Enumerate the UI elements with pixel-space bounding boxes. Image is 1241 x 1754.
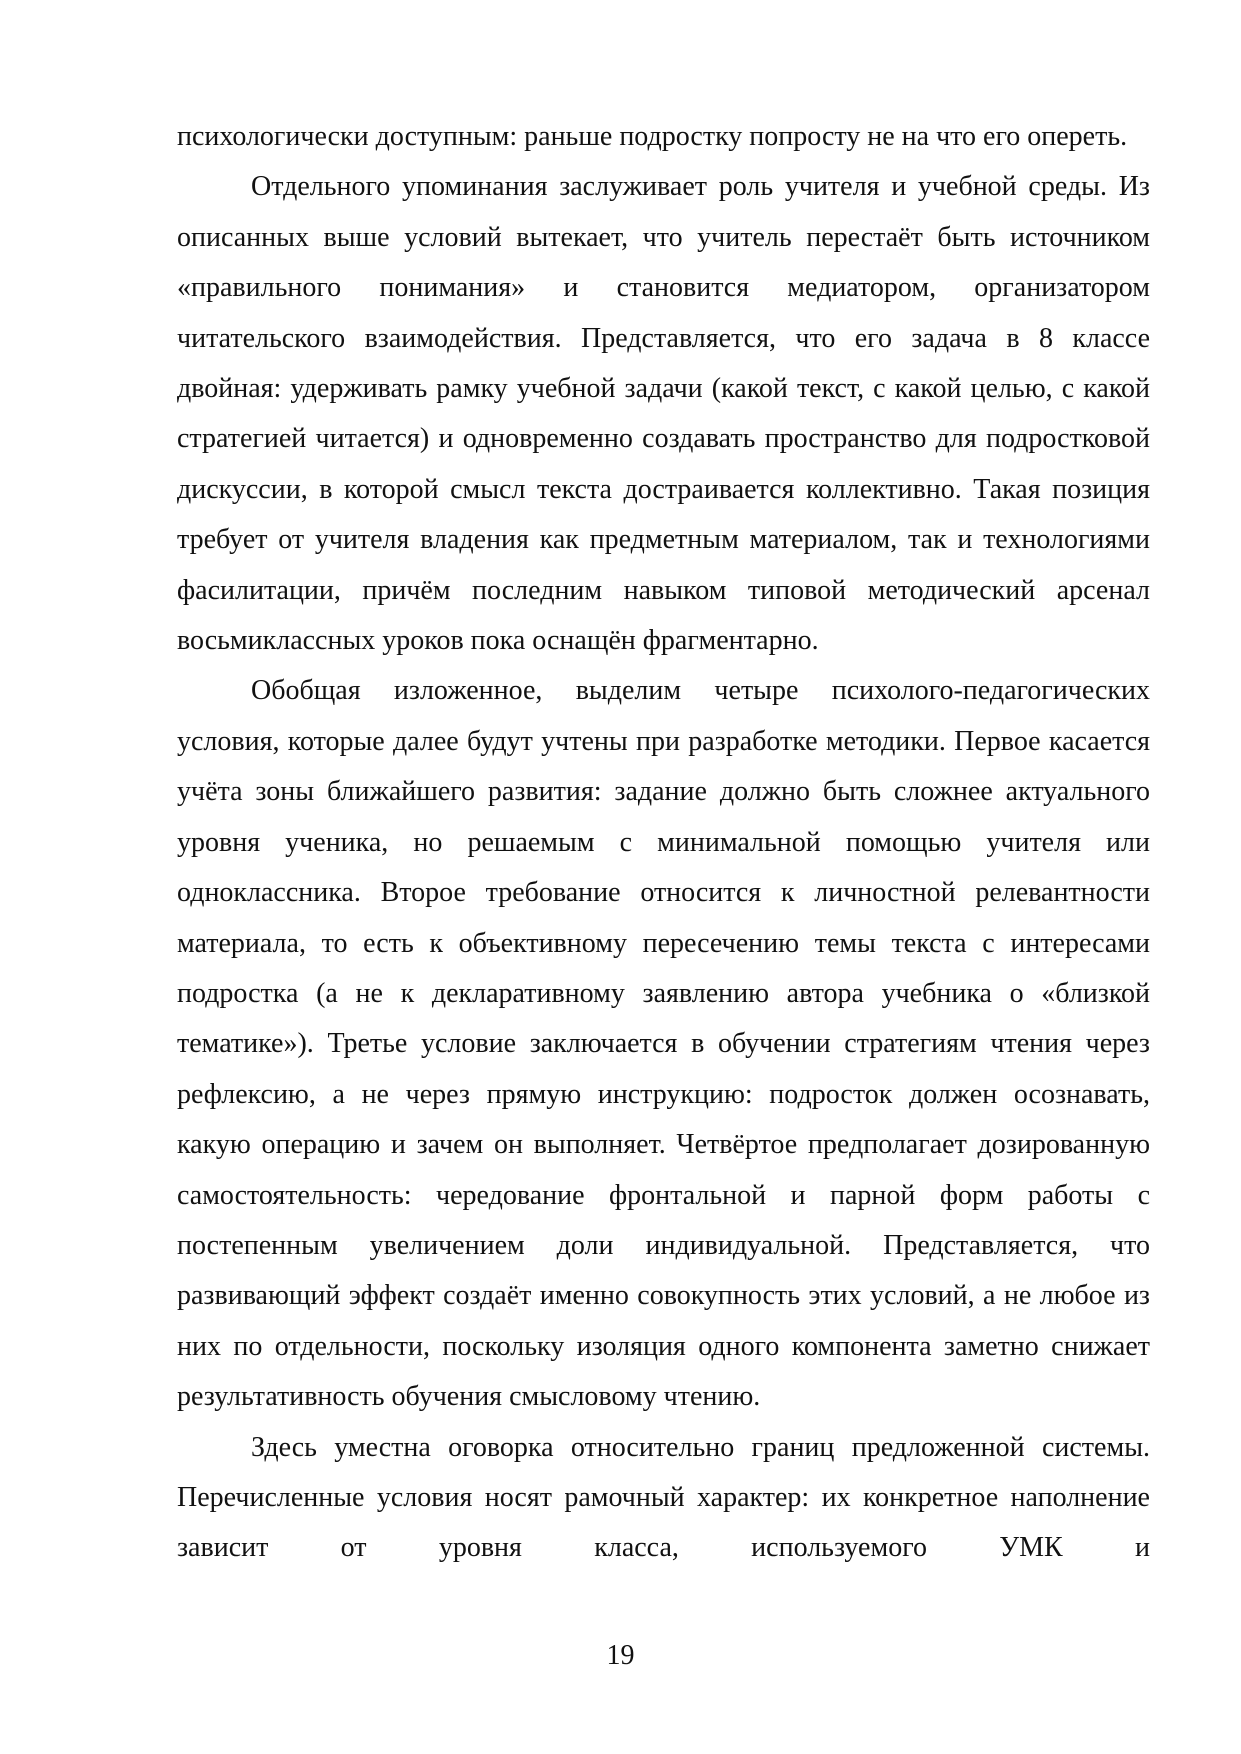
- document-body: [177, 112, 1150, 1574]
- paragraph-continuation: психологически доступным: раньше подростку попросту не на что его опереть.: [177, 121, 1128, 152]
- paragraph-four-conditions: Обобщая изложенное, выделим четыре психолого-педагогических условия, которые далее будут учтены при разработке методики. Первое касается учёта зоны ближайшего развития: задание должно быть сложнее актуального уровня ученика, но решаемым с минимальной помощью учителя или одноклассника. Второе требование относится к личностной релевантности материала, то есть к объективному пересечению темы текста с интересами подростка (а не к декларативному заявлению автора учебника о «близкой тематике»). Третье условие заключается в обучении стратегиям чтения через рефлексию, а не через прямую инструкцию: подросток должен осознавать, какую операцию и зачем он выполняет. Четвёртое предполагает дозированную самостоятельность: чередование фронтальной и парной форм работы с постепенным увеличением доли индивидуальной. Представляется, что развивающий эффект создаёт именно совокупность этих условий, а не любое из них по отдельности, поскольку изоляция одного компонента заметно снижает результативность обучения смысловому чтению.: [177, 675, 1150, 1413]
- paragraph-teacher-role: Отдельного упоминания заслуживает роль учителя и учебной среды. Из описанных выше условий вытекает, что учитель перестаёт быть источником «правильного понимания» и становится медиатором, организатором читательского взаимодействия. Представляется, что его задача в 8 классе двойная: удерживать рамку учебной задачи (какой текст, с какой целью, с какой стратегией читается) и одновременно создавать пространство для подростковой дискуссии, в которой смысл текста достраивается коллективно. Такая позиция требует от учителя владения как предметным материалом, так и технологиями фасилитации, причём последним навыком типовой методический арсенал восьмиклассных уроков пока оснащён фрагментарно.: [177, 171, 1150, 657]
- paragraph-system-limits: Здесь уместна оговорка относительно границ предложенной системы. Перечисленные условия носят рамочный характер: их конкретное наполнение зависит от уровня класса, используемого УМК и: [177, 1431, 1150, 1564]
- page-number: 19: [606, 1640, 635, 1671]
